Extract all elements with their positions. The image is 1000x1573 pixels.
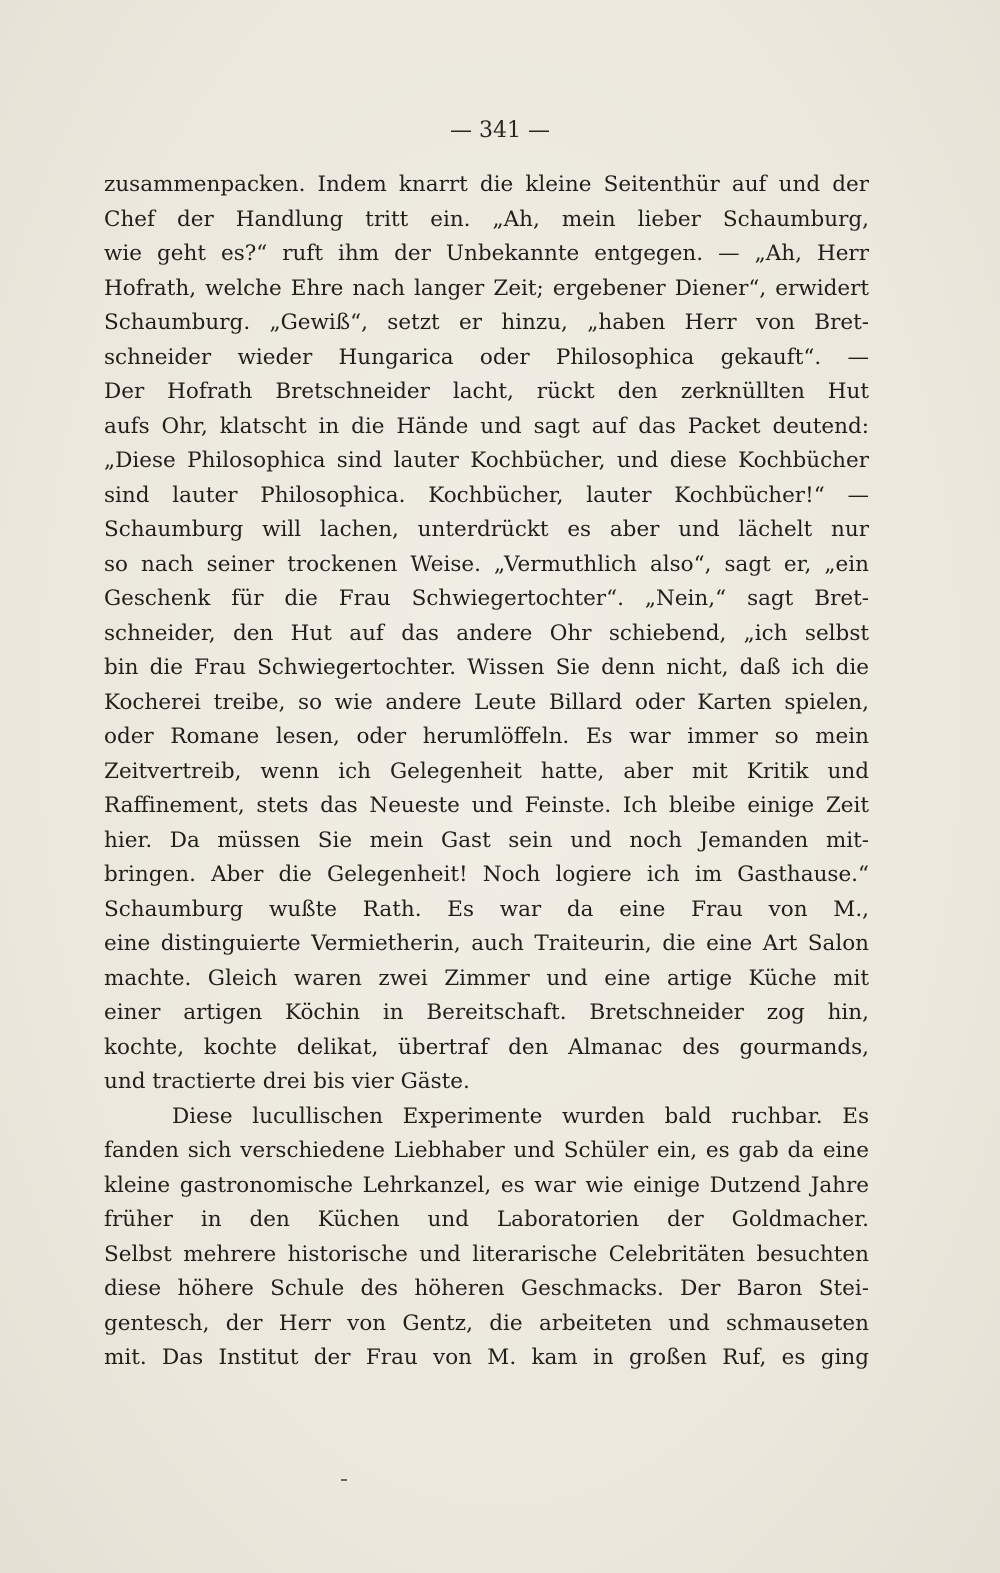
text-line: aufs Ohr, klatscht in die Hände und sagt auf das Packet deutend: <box>104 413 869 439</box>
text-line: Selbst mehrere historische und literarische Celebritäten besuchten <box>104 1241 869 1267</box>
text-line: Diese lucullischen Experimente wurden bald ruchbar. Es <box>172 1103 869 1129</box>
text-line: und tractierte drei bis vier Gäste. <box>104 1069 470 1094</box>
text-line: Kocherei treibe, so wie andere Leute Billard oder Karten spielen, <box>104 689 869 715</box>
text-line: sind lauter Philosophica. Kochbücher, lauter Kochbücher!“ — <box>104 482 869 508</box>
text-line: Der Hofrath Bretschneider lacht, rückt den zerknüllten Hut <box>104 379 869 404</box>
text-line: einer artigen Köchin in Bereitschaft. Bretschneider zog hin, <box>104 1000 869 1025</box>
text-line: gentesch, der Herr von Gentz, die arbeiteten und schmauseten <box>104 1310 869 1336</box>
text-line: Geschenk für die Frau Schwiegertochter“. „Nein,“ sagt Bret- <box>104 586 869 611</box>
text-line: kleine gastronomische Lehrkanzel, es war wie einige Dutzend Jahre <box>104 1172 869 1198</box>
text-line: schneider, den Hut auf das andere Ohr schiebend, „ich selbst <box>104 620 869 646</box>
text-line: zusammenpacken. Indem knarrt die kleine Seitenthür auf und der <box>104 172 869 197</box>
text-line: hier. Da müssen Sie mein Gast sein und noch Jemanden mit- <box>104 827 869 853</box>
text-line: Hofrath, welche Ehre nach langer Zeit; ergebener Diener“, erwidert <box>104 275 869 301</box>
text-line: Raffinement, stets das Neueste und Feinste. Ich bleibe einige Zeit <box>104 793 869 818</box>
text-line: machte. Gleich waren zwei Zimmer und eine artige Küche mit <box>104 965 869 991</box>
text-line: Schaumburg wußte Rath. Es war da eine Frau von M., <box>104 896 869 922</box>
text-line: mit. Das Institut der Frau von M. kam in großen Ruf, es ging <box>104 1345 869 1370</box>
text-line: Schaumburg. „Gewiß“, setzt er hinzu, „haben Herr von Bret- <box>104 310 869 335</box>
text-line: Chef der Handlung tritt ein. „Ah, mein lieber Schaumburg, <box>104 206 869 232</box>
text-line: „Diese Philosophica sind lauter Kochbücher, und diese Kochbücher <box>104 448 869 473</box>
text-line: Zeitvertreib, wenn ich Gelegenheit hatte, aber mit Kritik und <box>104 758 869 784</box>
printer-mark <box>341 1479 347 1481</box>
body-text <box>104 168 869 1376</box>
text-line: wie geht es?“ ruft ihm der Unbekannte entgegen. — „Ah, Herr <box>104 241 869 266</box>
text-line: diese höhere Schule des höheren Geschmacks. Der Baron Stei- <box>104 1276 869 1301</box>
text-line: oder Romane lesen, oder herumlöffeln. Es war immer so mein <box>104 724 869 749</box>
text-line: kochte, kochte delikat, übertraf den Almanac des gourmands, <box>104 1034 869 1060</box>
text-line: bin die Frau Schwiegertochter. Wissen Sie denn nicht, daß ich die <box>104 655 869 680</box>
text-line: so nach seiner trockenen Weise. „Vermuthlich also“, sagt er, „ein <box>104 551 869 577</box>
text-line: schneider wieder Hungarica oder Philosophica gekauft“. — <box>104 344 869 370</box>
text-line: früher in den Küchen und Laboratorien der Goldmacher. <box>104 1207 869 1232</box>
text-line: bringen. Aber die Gelegenheit! Noch logiere ich im Gasthause.“ <box>104 862 869 887</box>
text-line: Schaumburg will lachen, unterdrückt es aber und lächelt nur <box>104 517 869 542</box>
text-line: fanden sich verschiedene Liebhaber und Schüler ein, es gab da eine <box>104 1138 869 1163</box>
text-line: eine distinguierte Vermietherin, auch Traiteurin, die eine Art Salon <box>104 931 869 956</box>
page-number: — 341 — <box>450 118 550 143</box>
